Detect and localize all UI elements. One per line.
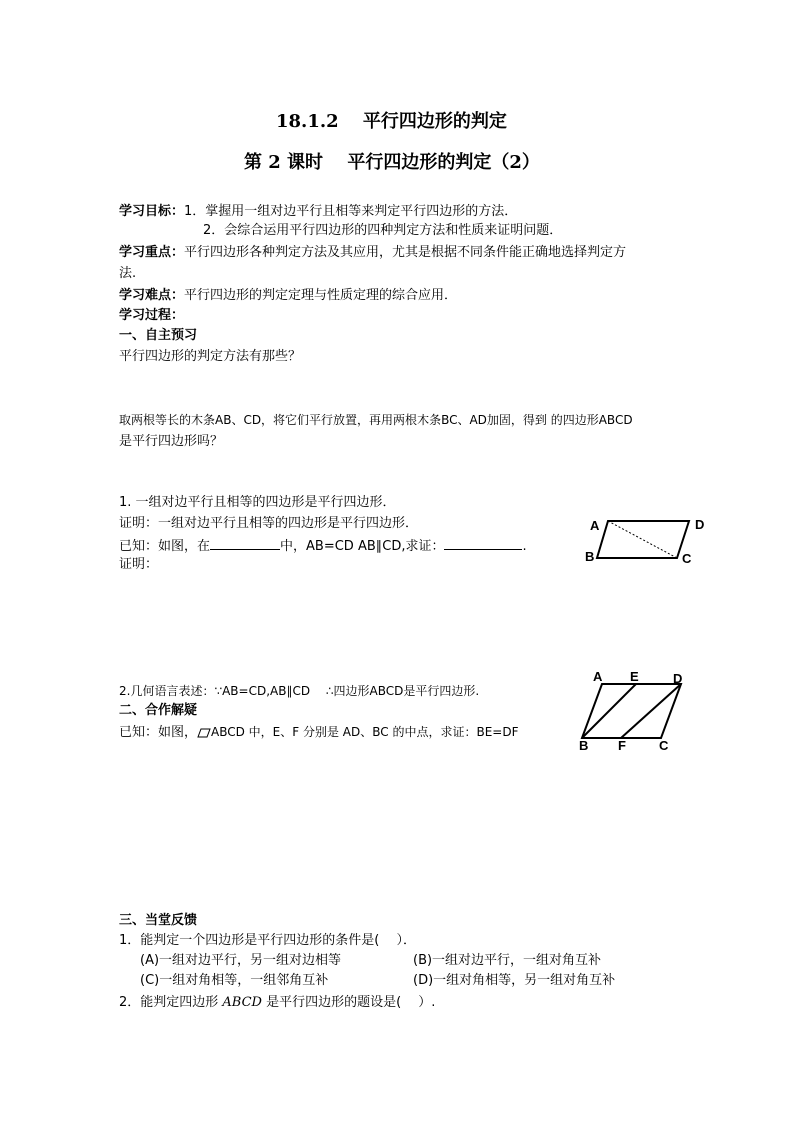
figure2-label-b: B — [579, 738, 589, 753]
known-line — [119, 537, 527, 555]
page-title: 18.1.2 平行四边形的判定 — [276, 111, 507, 132]
known-blank-2[interactable] — [444, 537, 522, 550]
proof-label: 证明： — [119, 557, 159, 572]
known-blank-1[interactable] — [210, 537, 280, 550]
section3-heading: 三、当堂反馈 — [119, 913, 198, 928]
figure1-label-c: C — [682, 551, 692, 566]
option-b: (B)一组对边平行，一组对角互补 — [413, 953, 602, 968]
key-points-line1 — [119, 245, 626, 261]
figure2-parallelogram — [582, 684, 681, 738]
objective-item-2: 2．会综合运用平行四边形的四种判定方法和性质来证明问题． — [203, 223, 563, 238]
figure1-diagonal — [608, 521, 677, 558]
problem-text-b: ABCD 中，E、F 分别是 AD、BC 的中点，求证：BE=DF — [211, 725, 519, 739]
process-label: 学习过程： — [119, 308, 185, 323]
figure1-parallelogram — [597, 521, 689, 558]
difficulty-text: 平行四边形的判定定理与性质定理的综合应用． — [184, 288, 458, 303]
key-points-text-cont: 法. — [119, 266, 137, 281]
option-c: (C)一组对角相等，一组邻角互补 — [140, 973, 329, 988]
figure2-line-be — [582, 684, 636, 738]
parallelogram-icon — [197, 728, 211, 738]
section2-problem — [119, 724, 518, 741]
question-2-text-b: 是平行四边形的题设是( ）. — [261, 995, 436, 1010]
objectives-line1 — [119, 204, 517, 220]
figure2-label-a: A — [593, 669, 603, 684]
geometry-statement: 2.几何语言表述：∵AB=CD,AB∥CD ∴四边形ABCD是平行四边形. — [119, 684, 480, 698]
known-text-a: 已知：如图，在 — [119, 539, 211, 554]
figure1-label-d: D — [695, 517, 705, 532]
objectives-label: 学习目标： — [119, 204, 185, 219]
wood-question-line1: 取两根等长的木条AB、CD，将它们平行放置，再用两根木条BC、AD加固，得到 的四边形ABCD — [119, 413, 633, 427]
figure2-label-d: D — [673, 671, 683, 686]
question-2-quad: ABCD — [222, 995, 262, 1010]
option-d: (D)一组对角相等，另一组对角互补 — [413, 973, 616, 988]
parallelogram-figure-1 — [585, 512, 715, 568]
question-2-text-a: 2．能判定四边形 — [119, 995, 223, 1010]
key-points-label: 学习重点： — [119, 245, 185, 260]
wood-question-line2: 是平行四边形吗？ — [119, 434, 224, 449]
objective-item-1: 1．掌握用一组对边平行且相等来判定平行四边形的方法． — [184, 204, 518, 219]
problem-text-a: 已知：如图， — [119, 725, 198, 740]
parallelogram-figure-2 — [573, 668, 693, 754]
page-subtitle: 第 2 课时 平行四边形的判定（2） — [244, 152, 540, 173]
figure2-label-c: C — [659, 738, 669, 753]
section1-question: 平行四边形的判定方法有那些？ — [119, 349, 302, 364]
known-text-c: . — [522, 539, 527, 554]
section2-heading: 二、合作解疑 — [119, 703, 198, 718]
figure2-label-e: E — [630, 669, 639, 684]
figure2-label-f: F — [618, 738, 626, 753]
question-2 — [119, 995, 435, 1011]
difficulty-label: 学习难点： — [119, 288, 185, 303]
difficulty-line — [119, 288, 457, 304]
figure1-label-b: B — [585, 549, 595, 564]
figure1-label-a: A — [590, 518, 600, 533]
known-text-b: 中，AB=CD AB∥CD,求证： — [280, 539, 445, 554]
proof-intro: 证明：一组对边平行且相等的四边形是平行四边形． — [119, 516, 419, 531]
question-1: 1．能判定一个四边形是平行四边形的条件是( ）． — [119, 933, 416, 948]
section1-heading: 一、自主预习 — [119, 328, 198, 343]
option-a: (A)一组对边平行，另一组对边相等 — [140, 953, 342, 968]
theorem-statement: 1. 一组对边平行且相等的四边形是平行四边形． — [119, 495, 396, 510]
key-points-text: 平行四边形各种判定方法及其应用，尤其是根据不同条件能正确地选择判定方 — [184, 245, 627, 260]
